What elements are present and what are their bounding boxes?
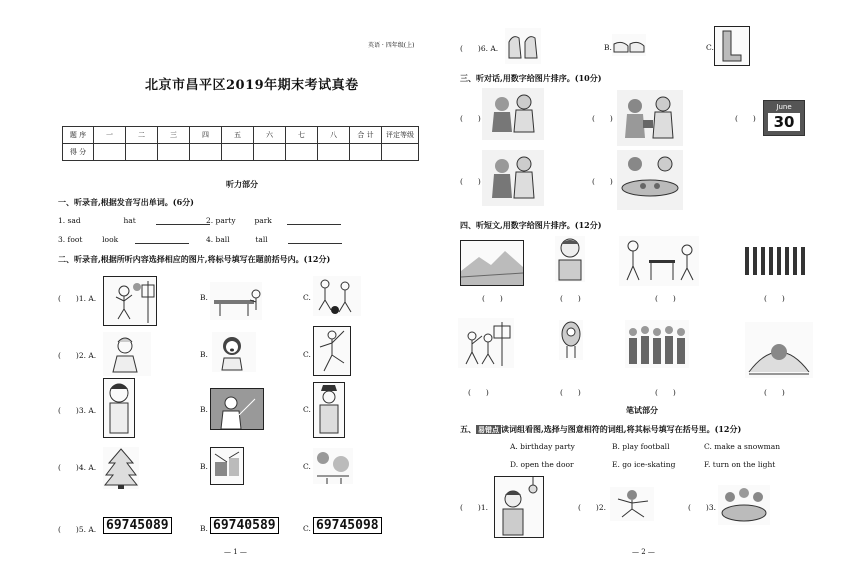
calendar-day: 30 [768,113,800,131]
phone-number-c: 69745098 [313,517,382,534]
ice-skating-icon [610,487,654,521]
s1-num: 1. sad [58,216,81,225]
s5-item3[interactable]: ( )3. [688,503,717,512]
s1-item1 [58,216,210,225]
s4-paren[interactable]: ( ) [468,388,489,397]
score-cell: 八 [318,127,350,144]
s5-title-text: 读词组看图,选择与图意相符的词组,将其标号填写在括号里。(12分) [501,424,742,434]
kids-table-icon [619,236,699,286]
option-c: C. make a snowman [704,442,781,451]
boy-icon [103,378,135,438]
s1-word: hat [123,216,136,225]
kids-gift-icon [617,90,683,146]
score-cell: 得 分 [63,144,94,161]
score-input[interactable] [190,144,222,161]
page-title: 北京市昌平区2019年期末考试真卷 [145,78,359,93]
answer-blank[interactable] [156,216,210,225]
s2-b-label: B. [200,405,208,414]
girl-icon [103,332,151,376]
score-cell: 一 [94,127,126,144]
calendar-month: June [776,103,792,111]
festival-icon [313,448,353,484]
s3-paren[interactable]: ( ) [460,114,481,123]
s2-q4[interactable]: ( )4. A. [58,463,97,472]
score-input[interactable] [126,144,158,161]
s1-word: look [102,235,119,244]
option-f: F. turn on the light [704,460,776,469]
s1-item4 [206,235,342,244]
carnival-icon [745,322,813,378]
s2-c-label: C. [303,350,311,359]
s3-paren[interactable]: ( ) [592,114,613,123]
s4-paren[interactable]: ( ) [764,388,785,397]
ping-pong-table-icon [210,282,262,320]
s3-paren[interactable]: ( ) [592,177,613,186]
score-table [62,126,419,161]
singing-girl-icon [212,332,256,372]
score-input[interactable] [350,144,382,161]
error-prone-badge: 易错点 [478,425,499,434]
s5-prefix: 五、 [460,424,476,434]
kids-eating-icon [617,150,683,210]
pattern-icon [745,247,807,275]
s1-word: tall [255,235,268,244]
s4-paren[interactable]: ( ) [764,294,785,303]
s2-b-label: B. [200,293,208,302]
s1-num: 2. party [206,216,236,225]
s4-paren[interactable]: ( ) [560,294,581,303]
s1-word: park [254,216,272,225]
option-a: A. birthday party [510,442,575,451]
kids-chatting-icon [482,150,544,206]
s1-item3 [58,235,189,244]
s5-item2[interactable]: ( )2. [578,503,607,512]
q6-label[interactable]: ( )6. A. [460,44,499,53]
score-input[interactable] [254,144,286,161]
s2-q2[interactable]: ( )2. A. [58,351,97,360]
score-cell: 六 [254,127,286,144]
toy-icon [559,320,583,360]
sandals-icon [505,28,541,64]
section1-title: 一、听录音,根据发音写出单词。(6分) [58,197,194,207]
score-cell: 二 [126,127,158,144]
boy-light-icon [494,476,544,538]
page-number-1: — 1 — [224,548,247,556]
section2-title: 二、听录音,根据所听内容选择相应的图片,将标号填写在题前括号内。(12分) [58,254,331,264]
written-heading: 笔试部分 [626,405,658,415]
score-cell: 三 [158,127,190,144]
s2-b-label: B. [200,462,208,471]
option-b: B. play football [612,442,670,451]
score-input[interactable] [286,144,318,161]
score-cell: 评定等级 [382,127,419,144]
s2-c-label: C. [303,293,311,302]
football-kids-icon [313,276,361,316]
s2-q5[interactable]: ( )5. A. [58,525,97,534]
answer-blank[interactable] [287,216,341,225]
score-input[interactable] [222,144,254,161]
christmas-tree-icon [103,447,139,489]
s3-paren[interactable]: ( ) [735,114,756,123]
s2-q3[interactable]: ( )3. A. [58,406,97,415]
basketball-court-icon [458,318,514,368]
calendar-icon [763,100,805,136]
q6-b-label: B. [604,43,612,52]
listening-heading: 听力部分 [226,179,258,189]
s2-q1[interactable]: ( )1. A. [58,294,97,303]
landscape-icon [460,240,524,286]
score-cell: 题 序 [63,127,94,144]
teacher-icon [210,388,264,430]
answer-blank[interactable] [135,235,189,244]
s1-item2 [206,216,341,225]
s5-item1[interactable]: ( )1. [460,503,489,512]
s3-paren[interactable]: ( ) [460,177,481,186]
phone-number-b: 69740589 [210,517,279,534]
phone-number-a: 69745089 [103,517,172,534]
s1-num: 3. foot [58,235,83,244]
option-d: D. open the door [510,460,574,469]
section4-title: 四、听短文,用数字给图片排序。(12分) [460,220,602,230]
s4-paren[interactable]: ( ) [655,388,676,397]
s4-paren[interactable]: ( ) [560,388,581,397]
section5-title [460,424,741,435]
score-cell: 合 计 [350,127,382,144]
gifts-icon [210,447,244,485]
score-cell: 五 [222,127,254,144]
s2-c-label: C. [303,405,311,414]
boots-icon [714,26,750,66]
s2-c-label: C. [303,462,311,471]
score-input[interactable] [158,144,190,161]
s2-b-label: B. [200,524,208,533]
basketball-boy-icon [103,276,157,326]
crowd-icon [625,320,689,368]
s2-c-label: C. [303,524,311,533]
score-input[interactable] [318,144,350,161]
kids-talking-icon [482,88,544,140]
page-number-2: — 2 — [632,548,655,556]
score-cell: 七 [286,127,318,144]
score-input[interactable] [94,144,126,161]
s1-num: 4. ball [206,235,230,244]
s4-paren[interactable]: ( ) [482,294,503,303]
answer-blank[interactable] [288,235,342,244]
shoes-icon [612,34,646,56]
boy-portrait-icon [555,236,585,282]
birthday-party-icon [718,485,770,525]
soldier-icon [313,382,345,438]
option-e: E. go ice-skating [612,460,676,469]
grade-label: 英语 · 四年级(上) [368,42,415,49]
s2-b-label: B. [200,350,208,359]
dancer-icon [313,326,351,376]
score-cell: 四 [190,127,222,144]
section3-title: 三、听对话,用数字给图片排序。(10分) [460,73,602,83]
s4-paren[interactable]: ( ) [655,294,676,303]
q6-c-label: C. [706,43,714,52]
score-input[interactable] [382,144,419,161]
